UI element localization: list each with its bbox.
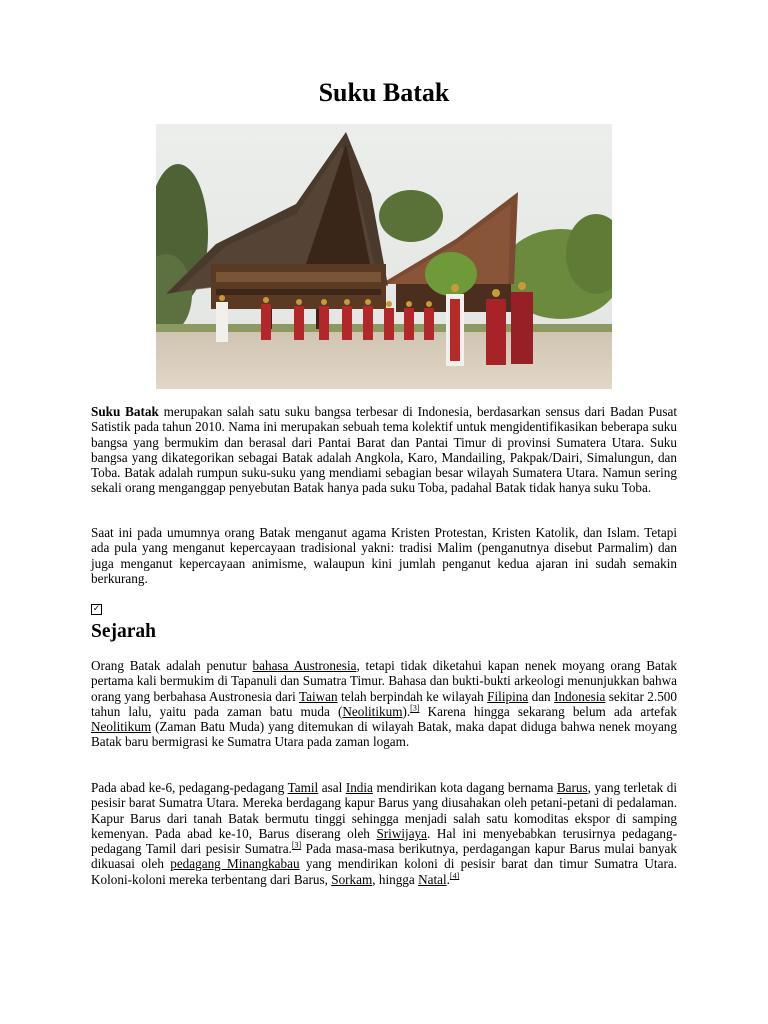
text-run: . Hal ini menyebabkan terusirnya pedagang-pedagang Tamil dari pesisir Sumatra. — [91, 825, 677, 857]
text-run: , hingga — [372, 871, 419, 887]
intro-text: merupakan salah satu suku bangsa terbesar di Indonesia, berdasarkan sensus dari Badan Pusat Satistik pada tahun 2010. Nama ini merupakan sebuah tema kolektif untuk mengidentifikasikan beberapa suku bangsa yang bermukim dan berasal dari Pantai Barat dan Pantai Timur di provinsi Sumatera Utara. Suku bangsa yang dikategorikan sebagai Batak adalah Angkola, Karo, Mandailing, Pakpak/Dairi, Simalungun, dan Toba. Batak adalah rumpun suku-suku yang mendiami sebagian besar wilayah Sumatera Utara. Namun sering sekali orang menganggap penyebutan Batak hanya pada suku Toba, padahal Batak tidak hanya suku Toba. — [91, 404, 678, 496]
link-natal[interactable]: Natal — [418, 871, 447, 887]
checkbox-icon[interactable]: ✓ — [92, 604, 101, 614]
link-tamil[interactable]: Tamil — [287, 780, 319, 795]
text-run: telah berpindah ke wilayah — [337, 688, 488, 704]
text-run: Orang Batak adalah penutur — [91, 658, 253, 673]
text-run: yang mendirikan koloni di pesisir barat dan timur Sumatra Utara. Koloni-koloni mereka terbentang dari Barus, — [91, 856, 677, 887]
text-run: Pada masa-masa berikutnya, perdagangan kapur Barus mulai banyak dikuasai oleh — [91, 841, 677, 872]
text-run: mendirikan kota dagang bernama — [372, 780, 557, 795]
text-run: , tetapi tidak diketahui kapan nenek moyang orang Batak pertama kali bermukim di Tapanuli dan Sumatra Timur. Bahasa dan bukti-bukti arkeologi menunjukkan bahwa orang yang berbahasa Austronesia dari — [91, 658, 677, 704]
link-bahasa-austronesia[interactable]: bahasa Austronesia — [252, 658, 357, 673]
intro-bold-term: Suku Batak — [91, 404, 159, 419]
text-run: dan — [528, 688, 555, 704]
link-pedagang-minangkabau[interactable]: pedagang Minangkabau — [170, 856, 300, 872]
link-barus[interactable]: Barus — [556, 780, 588, 795]
reference-link[interactable]: [4] — [449, 871, 460, 881]
intro-paragraph-1 — [91, 404, 677, 496]
link-sriwijaya[interactable]: Sriwijaya — [376, 825, 427, 841]
text-run: asal — [318, 780, 346, 795]
link-neolitikum-2[interactable]: Neolitikum — [91, 719, 152, 735]
link-india[interactable]: India — [345, 780, 373, 795]
text-run: Pada abad ke-6, pedagang-pedagang — [91, 780, 288, 795]
sejarah-paragraph-2 — [91, 780, 677, 887]
section-heading-sejarah: Sejarah — [91, 621, 156, 642]
reference-link[interactable]: [3] — [410, 703, 420, 713]
batak-traditional-house-photo — [156, 124, 612, 389]
link-sorkam[interactable]: Sorkam — [331, 871, 373, 887]
text-run: , yang terletak di pesisir barat Sumatra Utara. Mereka berdagang kapur Barus yang diusahakan oleh petani-petani di pedalaman. Kapur Barus dari tanah Batak bermutu tinggi sehingga menjadi salah satu komoditas ekspor di samping kemenyan. Pada abad ke-10, Barus diserang oleh — [91, 780, 678, 841]
text-run: ). — [402, 703, 411, 719]
page-title: Suku Batak — [318, 78, 450, 107]
reference-link[interactable]: [3] — [291, 840, 302, 850]
link-taiwan[interactable]: Taiwan — [298, 688, 338, 704]
link-indonesia[interactable]: Indonesia — [554, 688, 606, 704]
intro-paragraph-2 — [91, 525, 677, 586]
text-run: (Zaman Batu Muda) yang ditemukan di wilayah Batak, maka dapat diduga bahwa nenek moyang Batak baru bermigrasi ke Sumatra Utara pada zaman logam. — [91, 719, 677, 750]
intro-text-2: Saat ini pada umumnya orang Batak menganut agama Kristen Protestan, Kristen Katolik, dan Islam. Tetapi ada pula yang menganut kepercayaan tradisional yakni: tradisi Malim (penganutnya disebut Parmalim) dan juga menganut kepercayaan animisme, walaupun kini jumlah penganut kedua ajaran ini sudah semakin berkurang. — [91, 525, 677, 586]
text-run: . — [446, 871, 450, 887]
sejarah-paragraph-1 — [91, 658, 677, 750]
text-run: sekitar 2.500 tahun lalu, yaitu pada zaman batu muda ( — [91, 688, 677, 719]
link-filipina[interactable]: Filipina — [487, 688, 529, 704]
text-run: Karena hingga sekarang belum ada artefak — [419, 703, 677, 719]
link-neolitikum[interactable]: Neolitikum — [342, 703, 403, 719]
